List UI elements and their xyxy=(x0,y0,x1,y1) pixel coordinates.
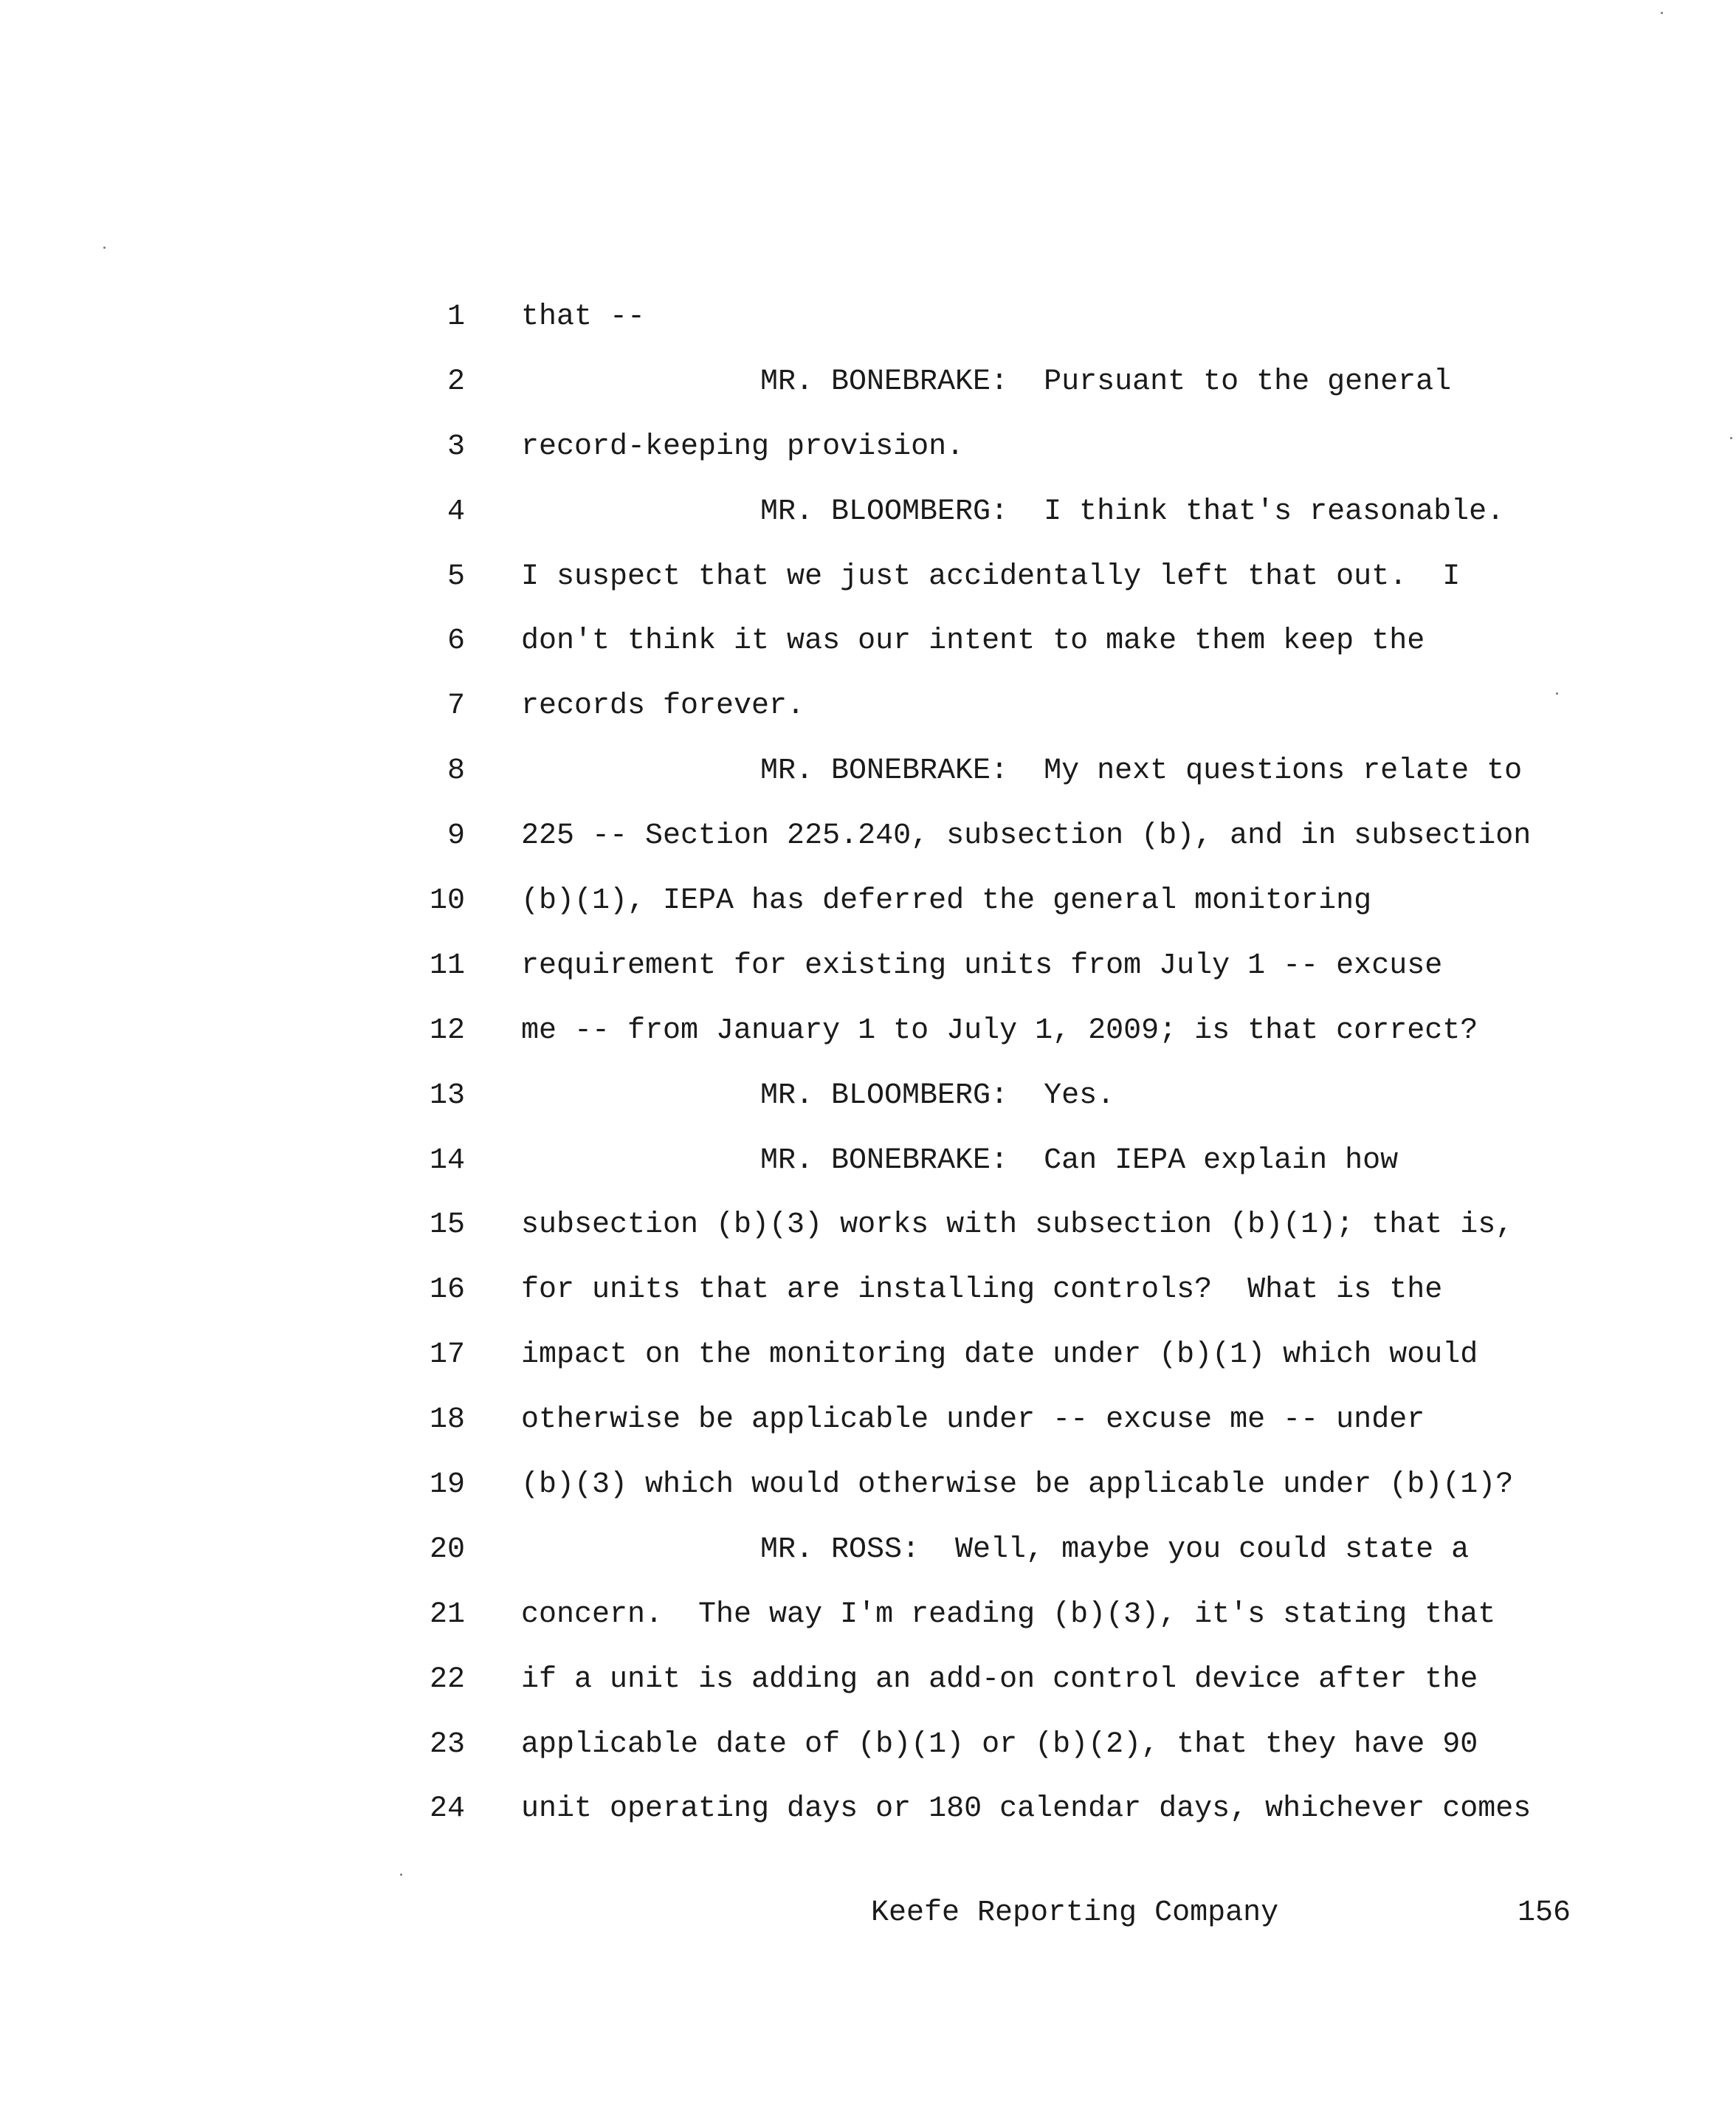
transcript-line xyxy=(0,814,1736,879)
line-number: 13 xyxy=(429,1079,465,1112)
line-text: impact on the monitoring date under (b)(1) which would xyxy=(521,1338,1478,1372)
line-number: 18 xyxy=(429,1403,465,1437)
line-number: 15 xyxy=(429,1208,465,1242)
transcript-line xyxy=(0,1203,1736,1268)
line-text: 225 -- Section 225.240, subsection (b), and in subsection xyxy=(521,819,1532,853)
scan-speck xyxy=(1730,437,1732,439)
line-number: 8 xyxy=(447,754,465,788)
line-text: (b)(3) which would otherwise be applicable under (b)(1)? xyxy=(521,1468,1514,1502)
transcript-line xyxy=(0,555,1736,620)
transcript-line xyxy=(0,1074,1736,1139)
footer-page-number: 156 xyxy=(1518,1896,1571,1930)
line-text: MR. BONEBRAKE: Can IEPA explain how xyxy=(760,1143,1399,1177)
line-text: otherwise be applicable under -- excuse me -- under xyxy=(521,1403,1425,1437)
line-text: I suspect that we just accidentally left that out. I xyxy=(521,560,1461,594)
line-text: concern. The way I'm reading (b)(3), it's stating that xyxy=(521,1597,1496,1631)
transcript-line xyxy=(0,1139,1736,1204)
transcript-line xyxy=(0,360,1736,425)
line-number: 16 xyxy=(429,1273,465,1307)
scan-speck xyxy=(1556,692,1558,695)
transcript-line xyxy=(0,1593,1736,1658)
line-number: 19 xyxy=(429,1468,465,1502)
line-text: me -- from January 1 to July 1, 2009; is that correct? xyxy=(521,1014,1478,1047)
transcript-line xyxy=(0,490,1736,555)
line-number: 12 xyxy=(429,1014,465,1047)
transcript-line xyxy=(0,425,1736,490)
scan-speck xyxy=(103,247,106,249)
line-number: 20 xyxy=(429,1532,465,1566)
line-text: that -- xyxy=(521,300,646,334)
line-text: for units that are installing controls? What is the xyxy=(521,1273,1443,1307)
line-text: don't think it was our intent to make them keep the xyxy=(521,625,1425,658)
line-text: MR. BLOOMBERG: Yes. xyxy=(760,1079,1115,1112)
line-number: 24 xyxy=(429,1792,465,1826)
footer-company: Keefe Reporting Company xyxy=(871,1896,1279,1930)
transcript-body xyxy=(0,295,1736,1852)
transcript-line xyxy=(0,1398,1736,1463)
line-number: 2 xyxy=(447,365,465,399)
line-text: requirement for existing units from July 1 -- excuse xyxy=(521,949,1443,983)
line-text: applicable date of (b)(1) or (b)(2), that they have 90 xyxy=(521,1727,1478,1761)
line-text: MR. BONEBRAKE: Pursuant to the general xyxy=(760,365,1452,399)
scan-speck xyxy=(400,1874,402,1876)
line-number: 4 xyxy=(447,495,465,529)
line-text: unit operating days or 180 calendar days, whichever comes xyxy=(521,1792,1532,1826)
line-text: record-keeping provision. xyxy=(521,430,965,464)
line-text: MR. ROSS: Well, maybe you could state a xyxy=(760,1532,1470,1566)
line-number: 21 xyxy=(429,1597,465,1631)
line-text: subsection (b)(3) works with subsection (b)(1); that is, xyxy=(521,1208,1514,1242)
line-text: MR. BONEBRAKE: My next questions relate to xyxy=(760,754,1523,788)
scan-speck xyxy=(1661,12,1663,14)
transcript-line xyxy=(0,1463,1736,1528)
transcript-line xyxy=(0,1333,1736,1398)
transcript-line xyxy=(0,944,1736,1009)
transcript-line xyxy=(0,1787,1736,1852)
line-number: 14 xyxy=(429,1143,465,1177)
transcript-line xyxy=(0,1658,1736,1723)
line-number: 6 xyxy=(447,625,465,658)
line-number: 10 xyxy=(429,884,465,918)
line-number: 5 xyxy=(447,560,465,594)
transcript-line xyxy=(0,879,1736,944)
transcript-line xyxy=(0,1009,1736,1074)
line-number: 3 xyxy=(447,430,465,464)
transcript-line xyxy=(0,619,1736,684)
transcript-line xyxy=(0,684,1736,749)
line-text: MR. BLOOMBERG: I think that's reasonable. xyxy=(760,495,1505,529)
line-text: records forever. xyxy=(521,689,805,723)
transcript-line xyxy=(0,749,1736,814)
line-number: 1 xyxy=(447,300,465,334)
line-number: 17 xyxy=(429,1338,465,1372)
line-number: 23 xyxy=(429,1727,465,1761)
line-text: if a unit is adding an add-on control device after the xyxy=(521,1662,1478,1696)
transcript-line xyxy=(0,1528,1736,1593)
transcript-line xyxy=(0,295,1736,360)
line-number: 9 xyxy=(447,819,465,853)
transcript-line xyxy=(0,1723,1736,1788)
line-number: 11 xyxy=(429,949,465,983)
line-text: (b)(1), IEPA has deferred the general monitoring xyxy=(521,884,1372,918)
line-number: 7 xyxy=(447,689,465,723)
transcript-line xyxy=(0,1268,1736,1333)
line-number: 22 xyxy=(429,1662,465,1696)
